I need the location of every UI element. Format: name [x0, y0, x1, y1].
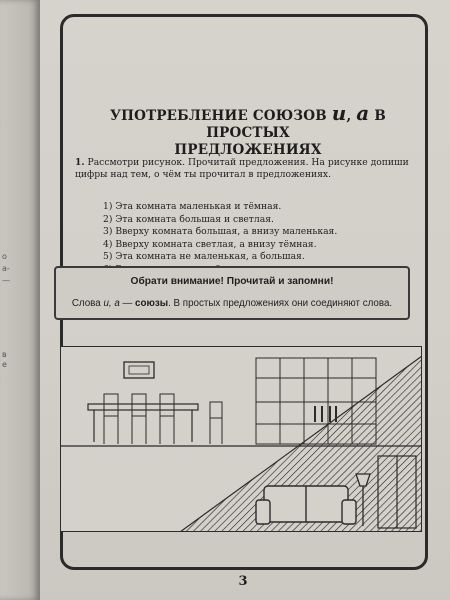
- sentence-item: 3) Вверху комната большая, а внизу маленькая.: [103, 226, 338, 238]
- sentence-item: 4) Вверху комната светлая, а внизу тёмная.: [103, 238, 317, 250]
- rule-box: [54, 266, 410, 320]
- rule-example-words: и, а: [103, 298, 120, 309]
- adjacent-page-fragment: а-: [2, 264, 10, 273]
- sentence-item: 1) Эта комната маленькая и тёмная.: [103, 201, 282, 212]
- adjacent-page-edge: [0, 0, 40, 600]
- title-text-line2: ПРЕДЛОЖЕНИЯХ: [174, 142, 322, 158]
- title-conjunction-i: и: [331, 101, 347, 125]
- page-number: 3: [238, 574, 248, 589]
- rule-text: [56, 298, 408, 309]
- rule-heading: Обрати внимание! Прочитай и запомни!: [130, 276, 334, 287]
- title-text: В ПРОСТЫХ: [206, 108, 386, 141]
- textbook-page: [40, 0, 450, 600]
- rule-text-part: . В простых предложениях они соединяют слова.: [168, 298, 393, 309]
- sofa: [256, 486, 356, 524]
- task-number: 1.: [75, 157, 85, 168]
- task-text: Рассмотри рисунок. Прочитай предложения. На рисунке допиши цифры над тем, о чём ты прочитал в предложениях.: [75, 157, 409, 180]
- rule-text-part: —: [119, 298, 136, 309]
- title-conjunction-a: а: [356, 101, 370, 125]
- lesson-title: [73, 101, 423, 159]
- rule-text-part: Слова: [71, 298, 104, 309]
- title-comma: ,: [346, 108, 357, 124]
- room-illustration: [60, 346, 422, 532]
- adjacent-page-fragment: в: [2, 350, 7, 359]
- adjacent-page-fragment: —: [2, 276, 10, 285]
- adjacent-page-fragment: е: [2, 360, 7, 369]
- sentence-item: 5) Эта комната не маленькая, а большая.: [103, 251, 305, 263]
- adjacent-page-fragment: о: [2, 252, 7, 261]
- rule-term: союзы: [135, 298, 169, 309]
- task-instruction: [75, 157, 415, 181]
- sentence-item: 2) Эта комната большая и светлая.: [103, 213, 274, 225]
- title-text: УПОТРЕБЛЕНИЕ СОЮЗОВ: [110, 108, 332, 124]
